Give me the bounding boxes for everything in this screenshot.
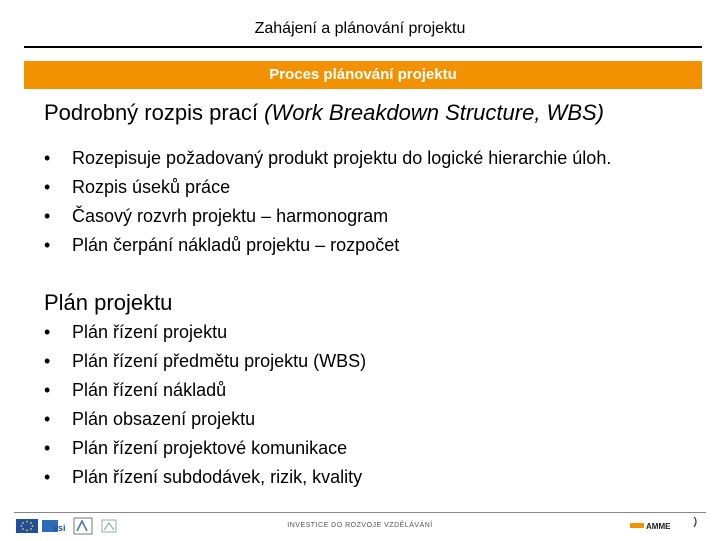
project-plan-list [44, 318, 366, 492]
list-item: • Rozepisuje požadovaný produkt projektu do logické hierarchie úloh. [44, 144, 611, 173]
title-divider [24, 46, 702, 48]
bullet-icon: • [44, 235, 51, 255]
bullet-icon: • [44, 438, 51, 458]
list-item: • Rozpis úseků práce [44, 173, 611, 202]
wbs-heading [44, 100, 604, 126]
wbs-heading-main: Podrobný rozpis prací [44, 100, 258, 125]
footer-divider [14, 512, 706, 513]
bullet-icon: • [44, 177, 51, 197]
bullet-icon: • [44, 148, 51, 168]
list-item: • Plán řízení subdodávek, rizik, kvality [44, 463, 366, 492]
slide-title: Zahájení a plánování projektu [254, 20, 466, 37]
wbs-list [44, 144, 611, 260]
list-item: • Plán řízení projektové komunikace [44, 434, 366, 463]
bullet-icon: • [44, 322, 51, 342]
bullet-icon: • [44, 380, 51, 400]
amme-logo [622, 515, 702, 540]
list-item: • Plán obsazení projektu [44, 405, 366, 434]
esf-logo-text: ssi [53, 523, 66, 533]
list-item: • Plán řízení projektu [44, 318, 366, 347]
bullet-icon: • [44, 351, 51, 371]
list-item: • Plán řízení předmětu projektu (WBS) [44, 347, 366, 376]
project-plan-heading: Plán projektu [44, 290, 173, 315]
bullet-icon: • [44, 467, 51, 487]
list-item: • Časový rozvrh projektu – harmonogram [44, 202, 611, 231]
section-banner: Proces plánování projektu [24, 61, 702, 89]
wbs-heading-italic: (Work Breakdown Structure, WBS) [264, 100, 604, 125]
list-item: • Plán řízení nákladů [44, 376, 366, 405]
footer-slogan: INVESTICE DO ROZVOJE VZDĚLÁVÁNÍ [287, 522, 433, 529]
amme-logo-text: AMME [646, 522, 671, 531]
list-item: • Plán čerpání nákladů projektu – rozpočet [44, 231, 611, 260]
bullet-icon: • [44, 409, 51, 429]
bullet-icon: • [44, 206, 51, 226]
